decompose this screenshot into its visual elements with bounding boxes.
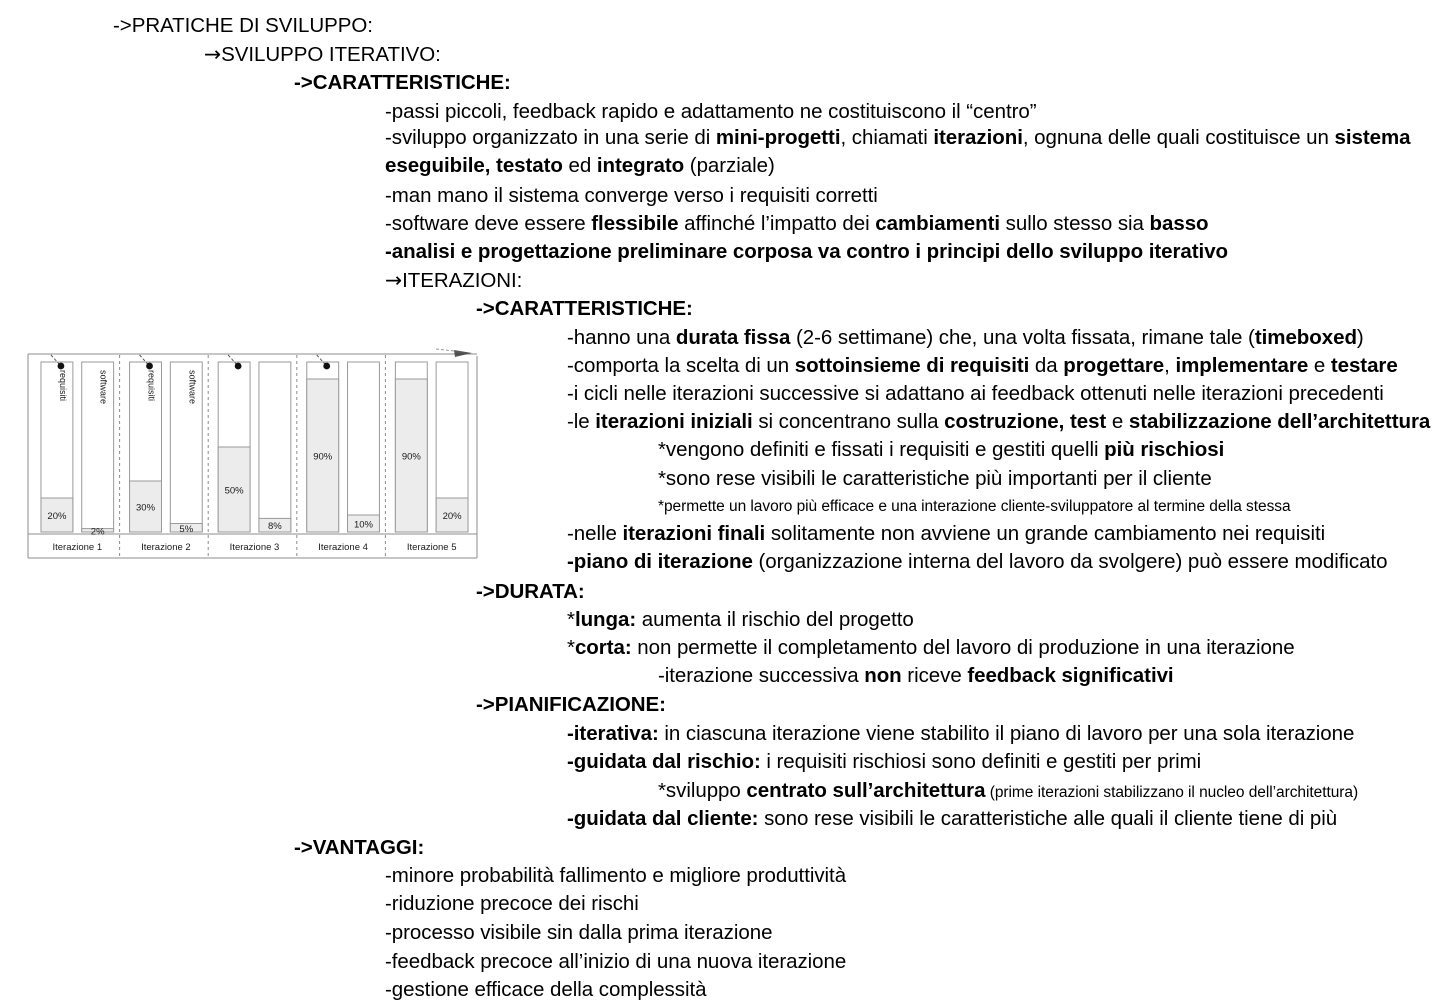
right-arrow-icon: → (385, 268, 403, 292)
sub-bullet-permette-lavoro (658, 499, 1291, 515)
text-part: e (1106, 410, 1129, 433)
sub-bullet-permette-lavoro-label: *permette un lavoro più efficace e una interazione cliente-sviluppatore al termine della stessa (658, 498, 1291, 515)
text-part: sono rese visibili le caratteristiche alle quali il cliente tiene di più (758, 807, 1338, 830)
text-part: , ognuna delle quali costituisce un (1022, 126, 1335, 149)
sub-bullet-requisiti-rischiosi (658, 440, 1224, 461)
bullet-vantaggio-2-label: -riduzione precoce dei rischi (385, 892, 639, 915)
bullet-iterazioni-iniziali (567, 412, 1430, 433)
emphasis-mini-progetti: mini-progetti (715, 126, 841, 149)
bullet-piano-di-iterazione (567, 552, 1387, 573)
bullet-analisi-progettazione (385, 242, 1228, 263)
text-part: -comporta la scelta di un (567, 354, 795, 377)
svg-text:Iterazione 3: Iterazione 3 (229, 542, 280, 553)
bullet-vantaggio-1-label: -minore probabilità fallimento e migliore produttività (385, 864, 847, 887)
svg-text:Iterazione 5: Iterazione 5 (406, 542, 457, 553)
heading-caratteristiche-2 (476, 299, 693, 320)
emphasis-iterazioni-iniziali: iterazioni iniziali (595, 410, 753, 433)
bullet-pianificazione-iterativa (567, 724, 1354, 745)
text-part: -le (567, 410, 596, 433)
bullet-cicli-iterazioni-label: -i cicli nelle iterazioni successive si adattano ai feedback ottenuti nelle iterazioni precedenti (567, 382, 1384, 405)
emphasis-stabilizzazione-architettura: stabilizzazione dell’architettura (1128, 410, 1431, 433)
emphasis-durata-fissa: durata fissa (675, 326, 791, 349)
emphasis-sistema: sistema (1334, 126, 1411, 149)
emphasis-lunga: lunga: (574, 608, 637, 631)
emphasis-basso: basso (1149, 212, 1209, 235)
text-part: sullo stesso sia (1000, 212, 1150, 235)
text-part: * (567, 608, 575, 631)
svg-text:5%: 5% (179, 523, 194, 535)
sub-bullet-centrato-architettura (658, 781, 1358, 802)
bullet-durata-corta (567, 638, 1295, 659)
text-part: (parziale) (684, 154, 775, 177)
right-arrow-icon: → (204, 42, 222, 66)
text-part: i requisiti rischiosi sono definiti e gestiti per primi (760, 750, 1202, 773)
text-part: -iterazione successiva (658, 664, 865, 687)
bullet-durata-lunga (567, 610, 914, 631)
heading-sviluppo-iterativo-label: SVILUPPO ITERATIVO: (221, 43, 441, 66)
svg-text:10%: 10% (353, 519, 373, 531)
emphasis-centrato-architettura: centrato sull’architettura (746, 779, 986, 802)
bullet-analisi-progettazione-label: -analisi e progettazione preliminare corposa va contro i principi dello sviluppo iterativo (385, 240, 1229, 263)
bullet-passi-piccoli (385, 102, 1037, 123)
emphasis-non: non (864, 664, 902, 687)
svg-text:20%: 20% (47, 511, 67, 522)
emphasis-iterazioni-finali: iterazioni finali (622, 522, 766, 545)
bullet-vantaggio-4 (385, 952, 846, 973)
heading-pianificazione-label: ->PIANIFICAZIONE: (476, 693, 666, 716)
emphasis-iterativa: -iterativa: (567, 722, 659, 745)
emphasis-piano-di-iterazione: -piano di iterazione (567, 550, 753, 573)
text-part: aumenta il rischio del progetto (636, 608, 914, 631)
bullet-sottoinsieme-requisiti (567, 356, 1398, 377)
bullet-iterazioni-finali (567, 524, 1325, 545)
bullet-durata-fissa (567, 328, 1364, 349)
heading-vantaggi (294, 838, 424, 859)
emphasis-sottoinsieme-requisiti: sottoinsieme di requisiti (794, 354, 1030, 377)
svg-text:2%: 2% (90, 526, 105, 538)
bullet-sviluppo-organizzato-line1 (385, 128, 1410, 149)
sub-bullet-caratteristiche-visibili-label: *sono rese visibili le caratteristiche più importanti per il cliente (658, 467, 1212, 490)
emphasis-cambiamenti: cambiamenti (875, 212, 1001, 235)
sub-bullet-caratteristiche-visibili (658, 469, 1212, 490)
text-part-small: (prime iterazioni stabilizzano il nucleo dell’architettura) (985, 784, 1359, 801)
heading-vantaggi-label: ->VANTAGGI: (294, 836, 425, 859)
emphasis-timeboxed: timeboxed (1254, 326, 1357, 349)
heading-durata (476, 582, 585, 603)
text-part: * (567, 636, 575, 659)
text-part: (2-6 settimane) che, una volta fissata, rimane tale ( (790, 326, 1255, 349)
iterations-progress-chart-svg (27, 344, 482, 560)
emphasis-costruzione-test: costruzione, test (944, 410, 1107, 433)
svg-text:Iterazione 2: Iterazione 2 (141, 542, 191, 553)
svg-text:software: software (187, 370, 198, 405)
text-part: in ciascuna iterazione viene stabilito il piano di lavoro per una sola iterazione (658, 722, 1355, 745)
text-part: , (1164, 354, 1176, 377)
text-part: -sviluppo organizzato in una serie di (385, 126, 716, 149)
iterations-progress-chart (27, 344, 482, 560)
text-part: solitamente non avviene un grande cambiamento nei requisiti (765, 522, 1326, 545)
emphasis-flessibile: flessibile (591, 212, 679, 235)
svg-text:30%: 30% (136, 502, 156, 514)
text-part: affinché l’impatto dei (678, 212, 876, 235)
text-part: riceve (901, 664, 968, 687)
emphasis-guidata-dal-cliente: -guidata dal cliente: (567, 807, 759, 830)
emphasis-guidata-dal-rischio: -guidata dal rischio: (567, 750, 761, 773)
bullet-vantaggio-4-label: -feedback precoce all’inizio di una nuova iterazione (385, 950, 847, 973)
text-part: -software deve essere (385, 212, 592, 235)
svg-text:requisiti: requisiti (57, 370, 68, 402)
heading-durata-label: ->DURATA: (476, 580, 585, 603)
emphasis-eseguibile-testato: eseguibile, testato (385, 154, 563, 177)
bullet-guidata-dal-cliente (567, 809, 1337, 830)
svg-text:software: software (98, 370, 109, 405)
bullet-passi-piccoli-label: -passi piccoli, feedback rapido e adattamento ne costituiscono il “centro” (385, 100, 1037, 123)
heading-iterazioni-label: ITERAZIONI: (402, 269, 523, 292)
heading-pratiche-label: ->PRATICHE DI SVILUPPO: (113, 14, 373, 37)
sub-bullet-feedback-significativi (658, 666, 1174, 687)
text-part: (organizzazione interna del lavoro da svolgere) può essere modificato (752, 550, 1388, 573)
text-part: e (1308, 354, 1331, 377)
bullet-vantaggio-5 (385, 980, 706, 1001)
svg-text:8%: 8% (268, 521, 282, 533)
heading-pratiche-di-sviluppo (113, 16, 373, 37)
svg-text:Iterazione 1: Iterazione 1 (52, 542, 103, 553)
bullet-vantaggio-2 (385, 894, 639, 915)
svg-text:90%: 90% (313, 451, 333, 463)
heading-caratteristiche-1-label: ->CARATTERISTICHE: (294, 71, 511, 94)
text-part: , chiamati (840, 126, 934, 149)
bullet-cicli-iterazioni (567, 384, 1384, 405)
bullet-sviluppo-organizzato-line2 (385, 156, 775, 177)
text-part: *sviluppo (658, 779, 747, 802)
heading-caratteristiche-2-label: ->CARATTERISTICHE: (476, 297, 693, 320)
emphasis-implementare: implementare (1175, 354, 1309, 377)
text-part: ed (562, 154, 597, 177)
emphasis-iterazioni: iterazioni (933, 126, 1023, 149)
svg-text:90%: 90% (401, 451, 421, 463)
bullet-vantaggio-3 (385, 923, 772, 944)
text-part: non permette il completamento del lavoro di produzione in una iterazione (631, 636, 1295, 659)
bullet-vantaggio-1 (385, 866, 846, 887)
bullet-guidata-dal-rischio (567, 752, 1201, 773)
bullet-man-mano-label: -man mano il sistema converge verso i requisiti corretti (385, 184, 878, 207)
bullet-vantaggio-5-label: -gestione efficace della complessità (385, 978, 707, 1001)
emphasis-piu-rischiosi: più rischiosi (1104, 438, 1225, 461)
svg-text:50%: 50% (224, 485, 244, 497)
emphasis-feedback-significativi: feedback significativi (967, 664, 1174, 687)
emphasis-corta: corta: (574, 636, 632, 659)
svg-text:Iterazione 4: Iterazione 4 (318, 542, 368, 553)
bullet-man-mano (385, 186, 878, 207)
heading-iterazioni (385, 270, 522, 292)
text-part: ) (1356, 326, 1364, 349)
text-part: da (1029, 354, 1064, 377)
emphasis-testare: testare (1330, 354, 1398, 377)
text-part: si concentrano sulla (752, 410, 945, 433)
emphasis-integrato: integrato (596, 154, 685, 177)
bullet-vantaggio-3-label: -processo visibile sin dalla prima iterazione (385, 921, 773, 944)
heading-pianificazione (476, 695, 666, 716)
heading-caratteristiche-1 (294, 73, 511, 94)
emphasis-progettare: progettare (1063, 354, 1165, 377)
svg-text:requisiti: requisiti (146, 370, 157, 402)
text-part: *vengono definiti e fissati i requisiti e gestiti quelli (658, 438, 1105, 461)
text-part: -nelle (567, 522, 623, 545)
svg-text:20%: 20% (442, 511, 462, 522)
heading-sviluppo-iterativo (204, 44, 441, 66)
text-part: -hanno una (567, 326, 676, 349)
bullet-software-flessibile (385, 214, 1209, 235)
